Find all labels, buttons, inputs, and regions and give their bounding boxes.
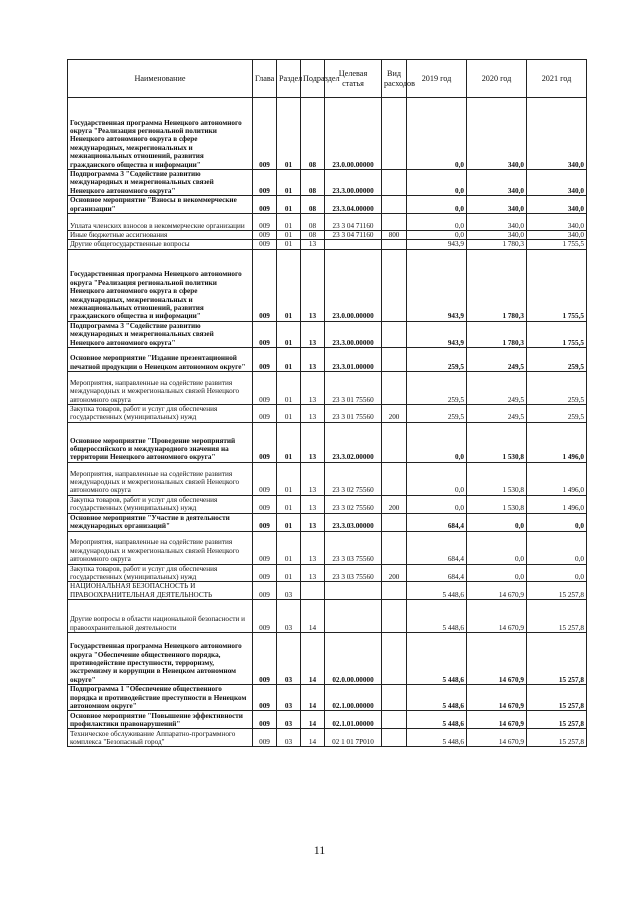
row-expense-type	[382, 600, 407, 633]
row-glava: 009	[253, 405, 277, 423]
row-amount-2020: 14 670,9	[467, 600, 527, 633]
row-target-article: 02.0.00.00000	[325, 633, 382, 685]
row-target-article: 23.3.03.00000	[325, 513, 382, 531]
row-razdel: 01	[277, 196, 301, 214]
row-amount-2021: 15 257,8	[527, 600, 587, 633]
header-razdel: Раздел	[277, 60, 301, 98]
row-razdel: 01	[277, 564, 301, 582]
row-expense-type	[382, 422, 407, 462]
row-glava: 009	[253, 685, 277, 711]
row-amount-2021: 15 257,8	[527, 729, 587, 747]
row-amount-2021: 259,5	[527, 348, 587, 372]
row-amount-2021: 15 257,8	[527, 582, 587, 600]
row-glava: 009	[253, 462, 277, 495]
table-row	[68, 249, 587, 321]
row-podrazdel: 14	[301, 711, 325, 729]
row-amount-2020: 14 670,9	[467, 685, 527, 711]
row-amount-2020: 14 670,9	[467, 729, 527, 747]
row-amount-2021: 15 257,8	[527, 633, 587, 685]
row-name: Основное мероприятие "Повышение эффективности профилактики правонарушений"	[68, 711, 253, 729]
header-name: Наименование	[68, 60, 253, 98]
row-name: Закупка товаров, работ и услуг для обеспечения государственных (муниципальных) нужд	[68, 495, 253, 513]
row-podrazdel: 14	[301, 600, 325, 633]
row-amount-2021: 0,0	[527, 531, 587, 564]
table-row	[68, 462, 587, 495]
row-razdel: 03	[277, 685, 301, 711]
row-podrazdel: 14	[301, 633, 325, 685]
table-header-row	[68, 60, 587, 98]
row-target-article: 23.3.02.00000	[325, 422, 382, 462]
row-expense-type	[382, 348, 407, 372]
row-podrazdel: 13	[301, 240, 325, 249]
row-expense-type	[382, 170, 407, 196]
row-podrazdel: 13	[301, 564, 325, 582]
row-target-article: 23 3 02 75560	[325, 495, 382, 513]
row-amount-2019: 684,4	[407, 513, 467, 531]
table-row	[68, 729, 587, 747]
row-target-article: 02 1 01 7P010	[325, 729, 382, 747]
row-name: Основное мероприятие "Проведение мероприятий общероссийского и международного значения на территории Ненецкого автономного округа"	[68, 422, 253, 462]
row-target-article: 02.1.00.00000	[325, 685, 382, 711]
row-amount-2019: 684,4	[407, 564, 467, 582]
row-amount-2021: 1 755,5	[527, 321, 587, 347]
row-name: Государственная программа Ненецкого автономного округа "Обеспечение общественного порядка, противодействие преступности, терроризму, экстремизму и коррупции в Ненецком автономном округе"	[68, 633, 253, 685]
row-glava: 009	[253, 711, 277, 729]
row-amount-2021: 0,0	[527, 564, 587, 582]
row-amount-2019: 0,0	[407, 462, 467, 495]
row-amount-2019: 0,0	[407, 422, 467, 462]
row-glava: 009	[253, 600, 277, 633]
row-razdel: 01	[277, 321, 301, 347]
header-expense-type: Вид расходов	[382, 60, 407, 98]
row-expense-type: 800	[382, 231, 407, 240]
header-glava: Глава	[253, 60, 277, 98]
row-glava: 009	[253, 170, 277, 196]
row-amount-2021: 259,5	[527, 405, 587, 423]
row-expense-type	[382, 240, 407, 249]
row-amount-2019: 0,0	[407, 231, 467, 240]
row-expense-type	[382, 196, 407, 214]
row-expense-type	[382, 531, 407, 564]
row-amount-2019: 259,5	[407, 372, 467, 405]
row-amount-2021: 1 496,0	[527, 462, 587, 495]
row-razdel: 01	[277, 372, 301, 405]
row-target-article: 23 3 03 75560	[325, 564, 382, 582]
row-name: Другие вопросы в области национальной безопасности и правоохранительной деятельности	[68, 600, 253, 633]
row-podrazdel: 08	[301, 214, 325, 231]
row-glava: 009	[253, 422, 277, 462]
table-row	[68, 170, 587, 196]
row-razdel: 03	[277, 729, 301, 747]
row-razdel: 01	[277, 98, 301, 170]
row-amount-2019: 0,0	[407, 98, 467, 170]
row-podrazdel: 13	[301, 372, 325, 405]
row-glava: 009	[253, 531, 277, 564]
row-amount-2020: 340,0	[467, 98, 527, 170]
row-amount-2019: 5 448,6	[407, 582, 467, 600]
row-name: Основное мероприятие "Издание презентационной печатной продукции о Ненецком автономном округе"	[68, 348, 253, 372]
row-name: Основное мероприятие "Взносы в некоммерческие организации"	[68, 196, 253, 214]
row-glava: 009	[253, 372, 277, 405]
row-glava: 009	[253, 196, 277, 214]
row-target-article: 23 3 01 75560	[325, 405, 382, 423]
header-podrazdel: Подраздел	[301, 60, 325, 98]
row-target-article	[325, 600, 382, 633]
row-expense-type	[382, 98, 407, 170]
row-glava: 009	[253, 348, 277, 372]
budget-table	[67, 59, 587, 747]
header-2020: 2020 год	[467, 60, 527, 98]
table-row	[68, 372, 587, 405]
row-target-article	[325, 240, 382, 249]
row-amount-2019: 259,5	[407, 348, 467, 372]
row-target-article: 23.3.00.00000	[325, 321, 382, 347]
row-target-article: 23.3.04.00000	[325, 196, 382, 214]
header-target-article: Целевая статья	[325, 60, 382, 98]
row-podrazdel: 13	[301, 405, 325, 423]
row-name: Подпрограмма 3 "Содействие развитию международных и межрегиональных связей Ненецкого автономного округа"	[68, 321, 253, 347]
row-podrazdel: 13	[301, 495, 325, 513]
table-row	[68, 600, 587, 633]
row-name: Иные бюджетные ассигнования	[68, 231, 253, 240]
table-row	[68, 685, 587, 711]
table-row	[68, 240, 587, 249]
row-podrazdel	[301, 582, 325, 600]
row-amount-2019: 943,9	[407, 249, 467, 321]
table-row	[68, 348, 587, 372]
row-expense-type	[382, 321, 407, 347]
row-amount-2021: 259,5	[527, 372, 587, 405]
row-amount-2021: 15 257,8	[527, 685, 587, 711]
row-amount-2019: 0,0	[407, 196, 467, 214]
row-podrazdel: 08	[301, 98, 325, 170]
row-name: Мероприятия, направленные на содействие развития международных и межрегиональных связей Ненецкого автономного округа	[68, 462, 253, 495]
row-amount-2021: 340,0	[527, 98, 587, 170]
row-amount-2020: 1 780,3	[467, 321, 527, 347]
row-expense-type	[382, 249, 407, 321]
table-row	[68, 582, 587, 600]
row-name: Государственная программа Ненецкого автономного округа "Реализация региональной политики Ненецкого автономного округа в сфере международных, межрегиональных и межнациональных отношений, развития гражданского общества и информации"	[68, 249, 253, 321]
row-amount-2021: 1 496,0	[527, 422, 587, 462]
row-target-article: 02.1.01.00000	[325, 711, 382, 729]
row-amount-2020: 1 530,8	[467, 462, 527, 495]
row-razdel: 01	[277, 170, 301, 196]
row-razdel: 01	[277, 231, 301, 240]
row-target-article: 23 3 01 75560	[325, 372, 382, 405]
row-amount-2021: 0,0	[527, 513, 587, 531]
row-amount-2019: 5 448,6	[407, 600, 467, 633]
row-name: Мероприятия, направленные на содействие развития международных и межрегиональных связей Ненецкого автономного округа	[68, 372, 253, 405]
table-row	[68, 711, 587, 729]
table-row	[68, 495, 587, 513]
row-razdel: 03	[277, 633, 301, 685]
table-row	[68, 564, 587, 582]
row-amount-2020: 0,0	[467, 564, 527, 582]
row-expense-type: 200	[382, 405, 407, 423]
row-amount-2021: 340,0	[527, 170, 587, 196]
row-podrazdel: 13	[301, 513, 325, 531]
table-row	[68, 422, 587, 462]
page-number: 11	[313, 843, 326, 857]
row-amount-2020: 0,0	[467, 513, 527, 531]
row-name: Закупка товаров, работ и услуг для обеспечения государственных (муниципальных) нужд	[68, 564, 253, 582]
row-glava: 009	[253, 98, 277, 170]
row-razdel: 01	[277, 531, 301, 564]
row-name: Мероприятия, направленные на содействие развития международных и межрегиональных связей Ненецкого автономного округа	[68, 531, 253, 564]
row-amount-2020: 1 780,3	[467, 240, 527, 249]
row-expense-type	[382, 462, 407, 495]
row-expense-type	[382, 372, 407, 405]
row-amount-2020: 0,0	[467, 531, 527, 564]
row-glava: 009	[253, 231, 277, 240]
row-razdel: 01	[277, 240, 301, 249]
row-razdel: 03	[277, 600, 301, 633]
row-glava: 009	[253, 321, 277, 347]
row-podrazdel: 13	[301, 531, 325, 564]
row-expense-type	[382, 214, 407, 231]
row-podrazdel: 13	[301, 249, 325, 321]
row-razdel: 01	[277, 422, 301, 462]
row-razdel: 01	[277, 495, 301, 513]
header-2021: 2021 год	[527, 60, 587, 98]
table-row	[68, 405, 587, 423]
row-target-article: 23.0.00.00000	[325, 98, 382, 170]
row-podrazdel: 14	[301, 685, 325, 711]
row-razdel: 01	[277, 249, 301, 321]
row-amount-2021: 340,0	[527, 231, 587, 240]
row-amount-2021: 15 257,8	[527, 711, 587, 729]
row-podrazdel: 14	[301, 729, 325, 747]
row-target-article	[325, 582, 382, 600]
row-target-article: 23.3.01.00000	[325, 348, 382, 372]
row-podrazdel: 13	[301, 462, 325, 495]
row-target-article: 23 3 04 71160	[325, 231, 382, 240]
row-amount-2019: 0,0	[407, 495, 467, 513]
row-amount-2021: 340,0	[527, 214, 587, 231]
table-row	[68, 633, 587, 685]
row-amount-2019: 684,4	[407, 531, 467, 564]
row-target-article: 23 3 03 75560	[325, 531, 382, 564]
table-row	[68, 531, 587, 564]
row-glava: 009	[253, 582, 277, 600]
row-glava: 009	[253, 249, 277, 321]
row-expense-type: 200	[382, 564, 407, 582]
row-amount-2020: 1 530,8	[467, 422, 527, 462]
row-name: Закупка товаров, работ и услуг для обеспечения государственных (муниципальных) нужд	[68, 405, 253, 423]
row-expense-type	[382, 711, 407, 729]
row-glava: 009	[253, 633, 277, 685]
row-name: Подпрограмма 3 "Содействие развитию международных и межрегиональных связей Ненецкого автономного округа"	[68, 170, 253, 196]
row-podrazdel: 13	[301, 422, 325, 462]
row-amount-2021: 1 755,5	[527, 249, 587, 321]
table-row	[68, 513, 587, 531]
row-amount-2020: 1 530,8	[467, 495, 527, 513]
row-name: Подпрограмма 1 "Обеспечение общественного порядка и противодействие преступности в Ненецком автономном округе"	[68, 685, 253, 711]
row-amount-2019: 259,5	[407, 405, 467, 423]
row-podrazdel: 13	[301, 348, 325, 372]
row-razdel: 03	[277, 711, 301, 729]
row-name: Техническое обслуживание Аппаратно-программного комплекса "Безопасный город"	[68, 729, 253, 747]
row-target-article: 23 3 04 71160	[325, 214, 382, 231]
row-glava: 009	[253, 240, 277, 249]
row-razdel: 01	[277, 348, 301, 372]
row-expense-type: 200	[382, 495, 407, 513]
row-razdel: 01	[277, 462, 301, 495]
row-amount-2020: 340,0	[467, 196, 527, 214]
row-glava: 009	[253, 729, 277, 747]
row-glava: 009	[253, 513, 277, 531]
row-name: Уплата членских взносов в некоммерческие организации	[68, 214, 253, 231]
row-amount-2020: 14 670,9	[467, 711, 527, 729]
header-2019: 2019 год	[407, 60, 467, 98]
row-target-article: 23.3.00.00000	[325, 170, 382, 196]
row-amount-2019: 5 448,6	[407, 711, 467, 729]
table-row	[68, 321, 587, 347]
row-razdel: 03	[277, 582, 301, 600]
row-expense-type	[382, 729, 407, 747]
row-amount-2021: 1 496,0	[527, 495, 587, 513]
row-razdel: 01	[277, 214, 301, 231]
row-amount-2020: 14 670,9	[467, 582, 527, 600]
row-expense-type	[382, 582, 407, 600]
table-row	[68, 214, 587, 231]
row-amount-2021: 1 755,5	[527, 240, 587, 249]
row-amount-2020: 1 780,3	[467, 249, 527, 321]
row-podrazdel: 08	[301, 231, 325, 240]
row-razdel: 01	[277, 513, 301, 531]
row-amount-2020: 340,0	[467, 170, 527, 196]
row-amount-2019: 0,0	[407, 170, 467, 196]
row-expense-type	[382, 633, 407, 685]
row-target-article: 23.0.00.00000	[325, 249, 382, 321]
row-amount-2019: 943,9	[407, 321, 467, 347]
row-amount-2019: 5 448,6	[407, 685, 467, 711]
row-amount-2019: 5 448,6	[407, 633, 467, 685]
row-podrazdel: 08	[301, 196, 325, 214]
row-amount-2021: 340,0	[527, 196, 587, 214]
row-amount-2020: 14 670,9	[467, 633, 527, 685]
row-glava: 009	[253, 214, 277, 231]
row-glava: 009	[253, 495, 277, 513]
row-name: Другие общегосударственные вопросы	[68, 240, 253, 249]
row-podrazdel: 13	[301, 321, 325, 347]
row-expense-type	[382, 685, 407, 711]
table-row	[68, 231, 587, 240]
row-target-article: 23 3 02 75560	[325, 462, 382, 495]
table-row	[68, 98, 587, 170]
row-podrazdel: 08	[301, 170, 325, 196]
row-amount-2020: 340,0	[467, 231, 527, 240]
table-row	[68, 196, 587, 214]
row-name: Государственная программа Ненецкого автономного округа "Реализация региональной политики Ненецкого автономного округа в сфере международных, межрегиональных и межнациональных отношений, развития гражданского общества и информации"	[68, 98, 253, 170]
row-glava: 009	[253, 564, 277, 582]
row-razdel: 01	[277, 405, 301, 423]
row-amount-2019: 0,0	[407, 214, 467, 231]
row-amount-2020: 249,5	[467, 348, 527, 372]
row-amount-2020: 340,0	[467, 214, 527, 231]
row-name: НАЦИОНАЛЬНАЯ БЕЗОПАСНОСТЬ И ПРАВООХРАНИТЕЛЬНАЯ ДЕЯТЕЛЬНОСТЬ	[68, 582, 253, 600]
row-amount-2020: 249,5	[467, 372, 527, 405]
row-amount-2020: 249,5	[467, 405, 527, 423]
row-expense-type	[382, 513, 407, 531]
row-name: Основное мероприятие "Участие в деятельности международных организаций"	[68, 513, 253, 531]
row-amount-2019: 5 448,6	[407, 729, 467, 747]
row-amount-2019: 943,9	[407, 240, 467, 249]
